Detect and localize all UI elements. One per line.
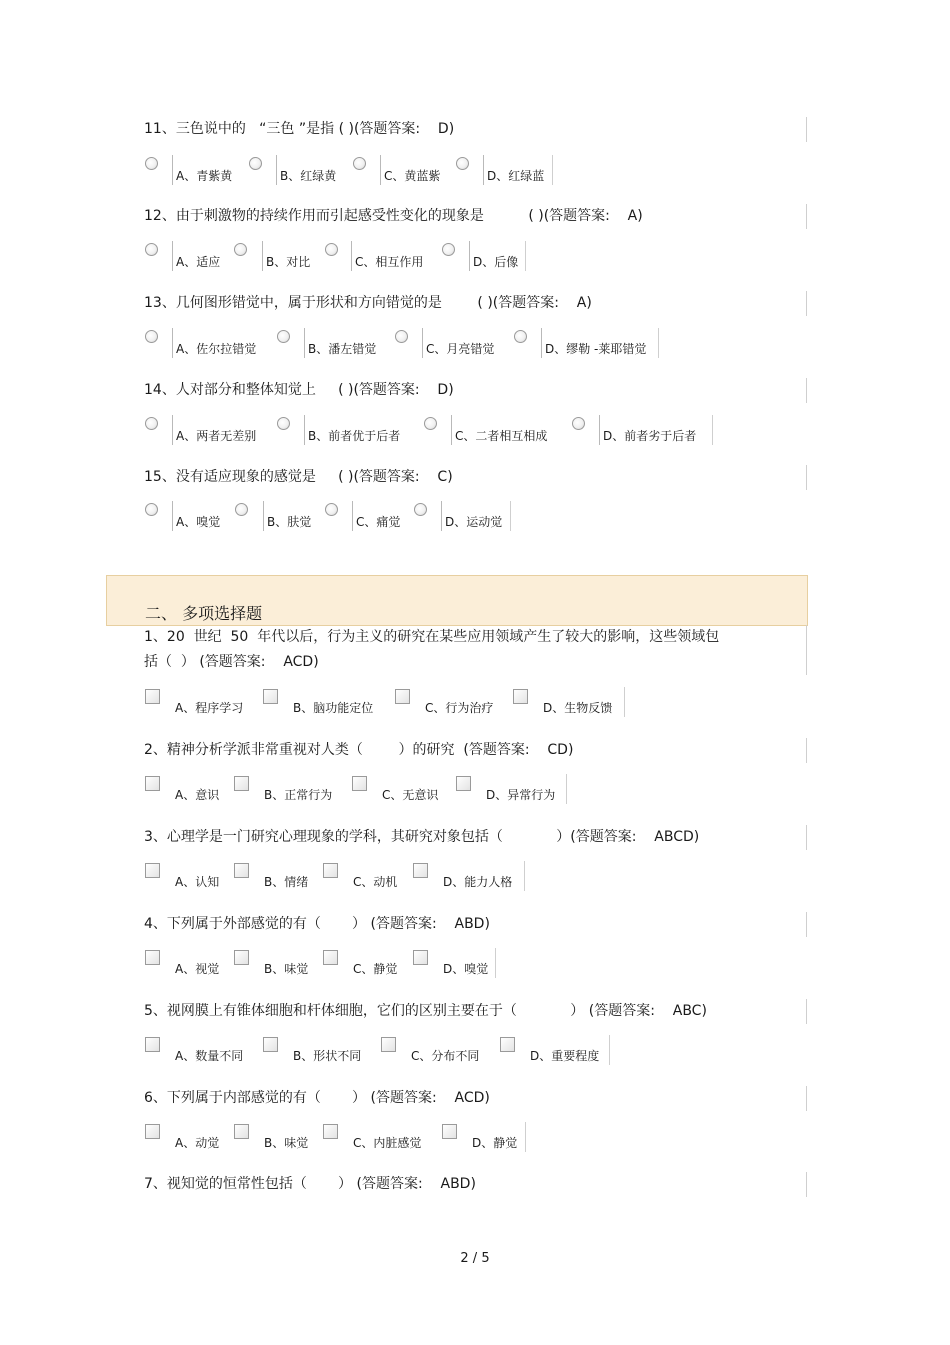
checkbox-m5-a[interactable] — [145, 1037, 160, 1052]
option-label: C、动机 — [353, 875, 398, 889]
option-label: A、认知 — [175, 875, 220, 889]
question-m4 — [142, 912, 807, 937]
question-text-line2: 括（ ） (答题答案: ACD) — [144, 654, 319, 670]
radio-q11-a[interactable] — [145, 157, 158, 170]
option-label: A、数量不同 — [175, 1049, 244, 1063]
option-label: A、青紫黄 — [176, 169, 233, 183]
checkbox-m1-b[interactable] — [263, 689, 278, 704]
radio-q14-c[interactable] — [424, 417, 437, 430]
question-text-line1: 1、20 世纪 50 年代以后，行为主义的研究在某些应用领域产生了较大的影响，这些领域包 — [144, 629, 720, 645]
options-m6 — [142, 1124, 528, 1154]
option-label: B、潘左错觉 — [308, 342, 377, 356]
option-label: A、适应 — [176, 255, 221, 269]
option-label: D、重要程度 — [530, 1049, 600, 1063]
option-label: D、静觉 — [472, 1136, 518, 1150]
radio-q12-b[interactable] — [234, 243, 247, 256]
question-text: 3、心理学是一门研究心理现象的学科，其研究对象包括（ ）(答题答案: ABCD) — [144, 829, 700, 845]
radio-q14-a[interactable] — [145, 417, 158, 430]
checkbox-m3-b[interactable] — [234, 863, 249, 878]
question-text: 11、三色说中的 “三色 ”是指 ( )(答题答案: D) — [144, 121, 455, 137]
checkbox-m1-d[interactable] — [513, 689, 528, 704]
radio-q12-c[interactable] — [325, 243, 338, 256]
radio-q13-a[interactable] — [145, 330, 158, 343]
option-label: C、内脏感觉 — [353, 1136, 422, 1150]
option-label: D、异常行为 — [486, 788, 556, 802]
question-text: 5、视网膜上有锥体细胞和杆体细胞，它们的区别主要在于（ ） (答题答案: ABC) — [144, 1003, 707, 1019]
question-m2 — [142, 738, 807, 763]
question-11 — [142, 117, 807, 142]
options-m5 — [142, 1037, 612, 1067]
question-m5 — [142, 999, 807, 1024]
question-12 — [142, 204, 807, 229]
option-label: B、脑功能定位 — [293, 701, 374, 715]
option-label: B、红绿黄 — [280, 169, 337, 183]
option-label: B、味觉 — [264, 1136, 309, 1150]
option-label: B、情绪 — [264, 875, 309, 889]
question-15 — [142, 465, 807, 490]
option-label: D、生物反馈 — [543, 701, 613, 715]
option-label: D、后像 — [473, 255, 519, 269]
option-label: C、分布不同 — [411, 1049, 480, 1063]
question-m3 — [142, 825, 807, 850]
option-label: B、正常行为 — [264, 788, 333, 802]
question-text: 2、精神分析学派非常重视对人类（ ）的研究 (答题答案: CD) — [144, 742, 574, 758]
question-text: 15、没有适应现象的感觉是 ( )(答题答案: C) — [144, 469, 453, 485]
option-label: C、相互作用 — [355, 255, 424, 269]
checkbox-m4-b[interactable] — [234, 950, 249, 965]
checkbox-m4-c[interactable] — [323, 950, 338, 965]
radio-q12-a[interactable] — [145, 243, 158, 256]
question-m6 — [142, 1086, 807, 1111]
option-label: B、形状不同 — [293, 1049, 362, 1063]
option-label: B、肤觉 — [267, 515, 312, 529]
checkbox-m4-d[interactable] — [413, 950, 428, 965]
radio-q11-c[interactable] — [353, 157, 366, 170]
options-q12 — [142, 243, 527, 273]
options-m4 — [142, 950, 498, 980]
checkbox-m3-d[interactable] — [413, 863, 428, 878]
option-label: C、痛觉 — [356, 515, 401, 529]
radio-q13-c[interactable] — [395, 330, 408, 343]
radio-q15-c[interactable] — [325, 503, 338, 516]
checkbox-m1-a[interactable] — [145, 689, 160, 704]
checkbox-m1-c[interactable] — [395, 689, 410, 704]
option-label: A、嗅觉 — [176, 515, 221, 529]
checkbox-m2-d[interactable] — [456, 776, 471, 791]
option-label: B、对比 — [266, 255, 311, 269]
page-number: 2 / 5 — [460, 1251, 490, 1266]
option-label: B、味觉 — [264, 962, 309, 976]
radio-q15-b[interactable] — [235, 503, 248, 516]
section-header-multiple-choice — [106, 575, 808, 626]
option-label: C、月亮错觉 — [426, 342, 495, 356]
radio-q13-b[interactable] — [277, 330, 290, 343]
option-label: C、二者相互相成 — [455, 429, 548, 443]
option-label: D、运动觉 — [445, 515, 503, 529]
question-text: 6、下列属于内部感觉的有（ ） (答题答案: ACD) — [144, 1090, 490, 1106]
checkbox-m6-c[interactable] — [323, 1124, 338, 1139]
option-label: A、意识 — [175, 788, 220, 802]
checkbox-m5-b[interactable] — [263, 1037, 278, 1052]
options-m3 — [142, 863, 526, 893]
radio-q15-d[interactable] — [414, 503, 427, 516]
option-label: D、红绿蓝 — [487, 169, 545, 183]
radio-q14-d[interactable] — [572, 417, 585, 430]
options-m1 — [142, 689, 626, 719]
option-label: A、动觉 — [175, 1136, 220, 1150]
option-label: A、程序学习 — [175, 701, 244, 715]
options-m2 — [142, 776, 568, 806]
question-text: 7、视知觉的恒常性包括（ ） (答题答案: ABD) — [144, 1176, 476, 1192]
option-label: A、视觉 — [175, 962, 220, 976]
question-14 — [142, 378, 807, 403]
checkbox-m2-a[interactable] — [145, 776, 160, 791]
options-q14 — [142, 417, 714, 447]
option-label: C、静觉 — [353, 962, 398, 976]
options-q15 — [142, 503, 512, 533]
radio-q11-b[interactable] — [249, 157, 262, 170]
checkbox-m2-b[interactable] — [234, 776, 249, 791]
radio-q15-a[interactable] — [145, 503, 158, 516]
option-label: C、行为治疗 — [425, 701, 494, 715]
question-text: 4、下列属于外部感觉的有（ ） (答题答案: ABD) — [144, 916, 490, 932]
option-label: D、能力人格 — [443, 875, 513, 889]
checkbox-m2-c[interactable] — [352, 776, 367, 791]
checkbox-m5-c[interactable] — [381, 1037, 396, 1052]
question-m1 — [142, 625, 807, 675]
option-label: C、黄蓝紫 — [384, 169, 441, 183]
checkbox-m3-c[interactable] — [323, 863, 338, 878]
checkbox-m4-a[interactable] — [145, 950, 160, 965]
option-label: D、前者劣于后者 — [603, 429, 697, 443]
option-label: D、缪勒 -莱耶错觉 — [545, 342, 647, 356]
option-label: A、两者无差别 — [176, 429, 257, 443]
question-text: 14、人对部分和整体知觉上 ( )(答题答案: D) — [144, 382, 454, 398]
option-label: A、佐尔拉错觉 — [176, 342, 257, 356]
question-text: 13、几何图形错觉中，属于形状和方向错觉的是 ( )(答题答案: A) — [144, 295, 592, 311]
checkbox-m6-b[interactable] — [234, 1124, 249, 1139]
checkbox-m6-a[interactable] — [145, 1124, 160, 1139]
question-m7 — [142, 1172, 807, 1197]
option-label: C、无意识 — [382, 788, 439, 802]
radio-q14-b[interactable] — [277, 417, 290, 430]
radio-q13-d[interactable] — [514, 330, 527, 343]
section-title: 二、 多项选择题 — [145, 604, 263, 623]
radio-q11-d[interactable] — [456, 157, 469, 170]
option-label: D、嗅觉 — [443, 962, 489, 976]
question-13 — [142, 291, 807, 316]
options-q13 — [142, 330, 660, 360]
question-text: 12、由于刺激物的持续作用而引起感受性变化的现象是 ( )(答题答案: A) — [144, 208, 643, 224]
checkbox-m6-d[interactable] — [442, 1124, 457, 1139]
checkbox-m5-d[interactable] — [500, 1037, 515, 1052]
checkbox-m3-a[interactable] — [145, 863, 160, 878]
option-label: B、前者优于后者 — [308, 429, 401, 443]
options-q11 — [142, 157, 554, 187]
radio-q12-d[interactable] — [442, 243, 455, 256]
